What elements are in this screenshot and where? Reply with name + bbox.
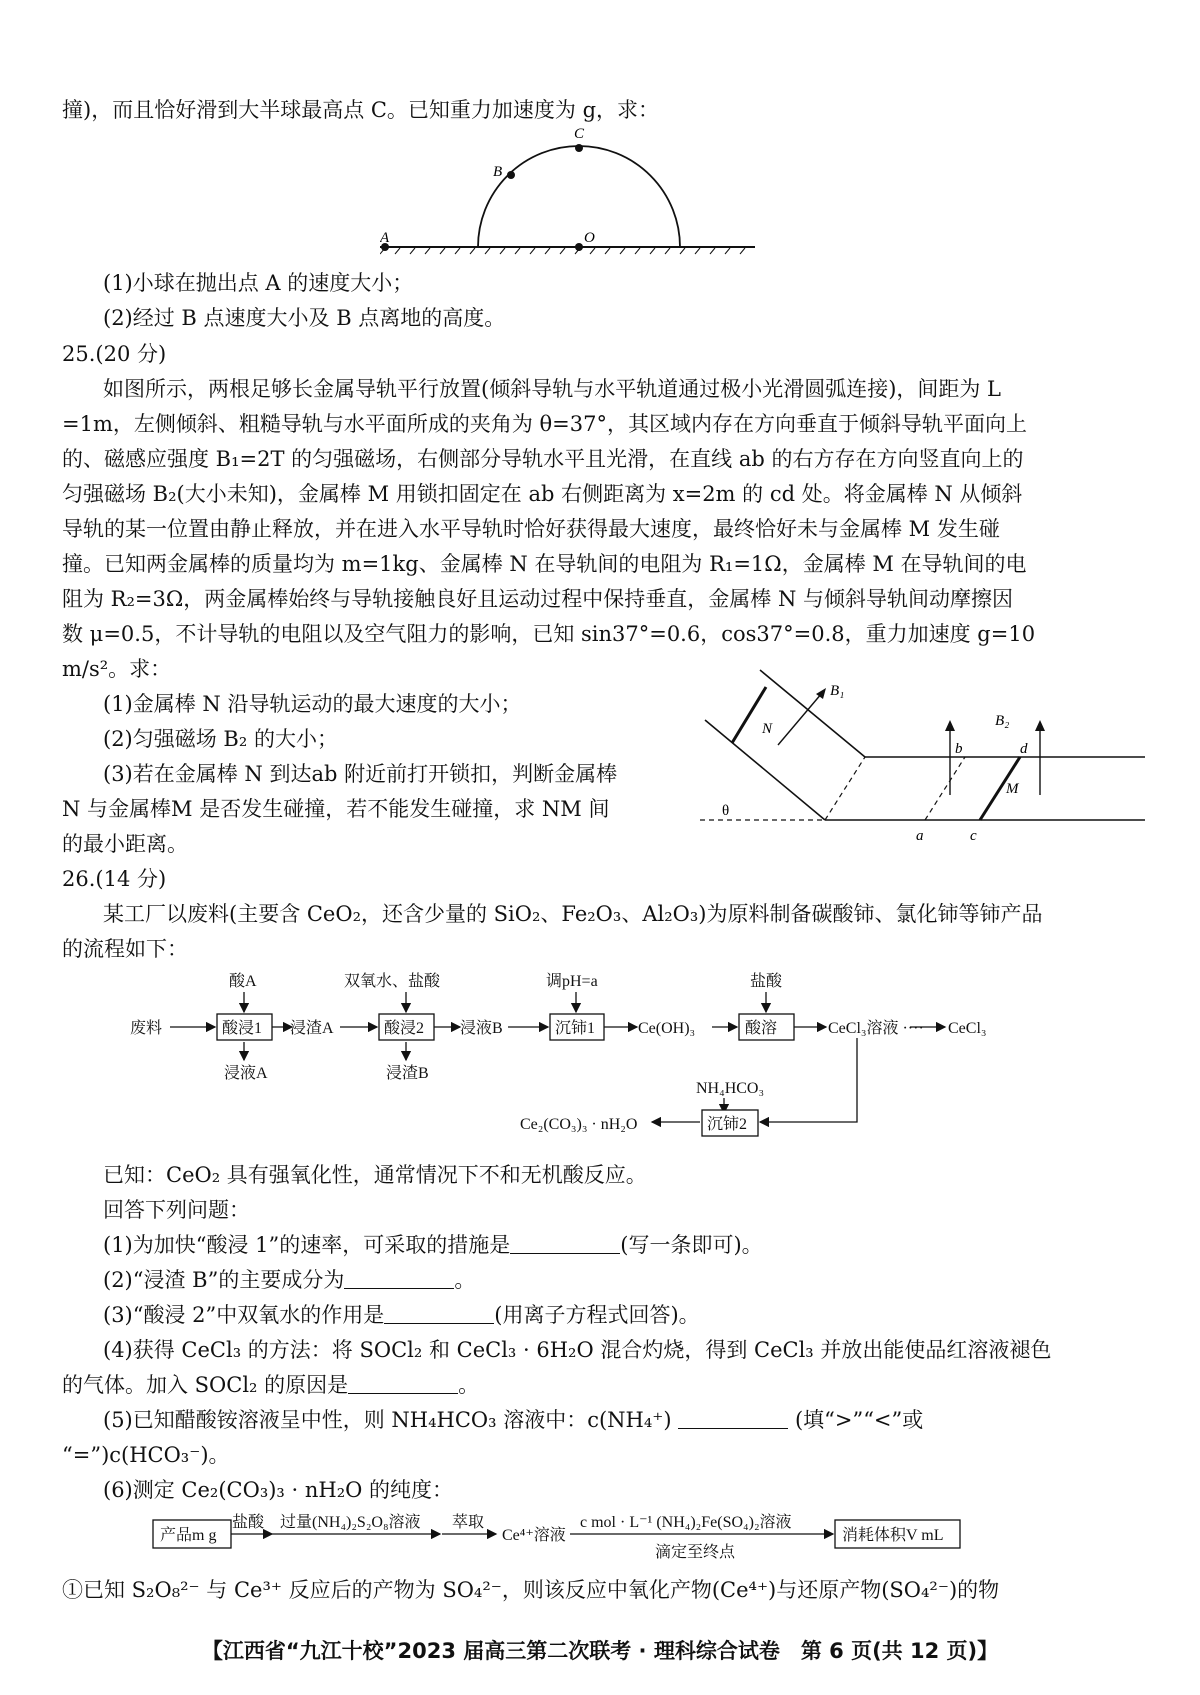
label-b: b: [955, 741, 963, 757]
q26-q6-1: ①已知 S₂O₈²⁻ 与 Ce³⁺ 反应后的产物为 SO₄²⁻，则该反应中氧化产物(Ce⁴⁺)与还原产物(SO₄²⁻)的物: [62, 1578, 1000, 1602]
q25-sub3b: N 与金属棒M 是否发生碰撞，若不能发生碰撞，求 NM 间: [62, 797, 610, 821]
q25-sub1: (1)金属棒 N 沿导轨运动的最大速度的大小；: [103, 692, 522, 716]
flow-adjust-ph: 调pH=a: [546, 973, 598, 990]
q26-q1: (1)为加快“酸浸 1”的速率，可采取的措施是 (写一条即可)。: [103, 1233, 763, 1257]
flow-hcl: 盐酸: [750, 973, 783, 990]
q26-q3: (3)“酸浸 2”中双氧水的作用是 (用离子方程式回答)。: [103, 1303, 700, 1327]
flow2-extract: 萃取: [452, 1514, 485, 1531]
q26-known: 已知：CeO₂ 具有强氧化性，通常情况下不和无机酸反应。: [103, 1163, 647, 1187]
q26-q5: (5)已知醋酸铵溶液呈中性，则 NH₄HCO₃ 溶液中：c(NH₄⁺) (填“>”“<”或: [103, 1408, 924, 1432]
q25-p1: 如图所示，两根足够长金属导轨平行放置(倾斜导轨与水平轨道通过极小光滑圆弧连接)，间距为 L: [103, 377, 1002, 401]
answer-blank[interactable]: [344, 1268, 454, 1289]
flow-h2o2-hcl: 双氧水、盐酸: [344, 973, 441, 990]
point-o: [575, 243, 583, 251]
label-c: C: [574, 126, 585, 142]
q25-p6: 撞。已知两金属棒的质量均为 m=1kg、金属棒 N 在导轨间的电阻为 R₁=1Ω，金属棒 M 在导轨间的电: [62, 552, 1027, 576]
process-flowchart: [130, 970, 1090, 1150]
flow-acid-a: 酸A: [229, 973, 257, 990]
flow-precip2: 沉铈2: [707, 1116, 748, 1133]
flow-cecl3: CeCl₃: [948, 1020, 987, 1037]
label-d: d: [1020, 741, 1028, 757]
point-b: [507, 171, 515, 179]
label-c: c: [970, 828, 977, 844]
flow2-excess: 过量(NH₄)₂S₂O₈溶液: [280, 1514, 421, 1531]
hemisphere-diagram: [380, 120, 760, 255]
q26-q4b: 的气体。加入 SOCl₂ 的原因是 。: [62, 1373, 480, 1397]
q24-sub1: (1)小球在抛出点 A 的速度大小；: [103, 271, 414, 295]
q26-header: 26.(14 分): [62, 867, 167, 891]
flow-feed: 废料: [130, 1020, 163, 1037]
flow2-consume: 消耗体积V mL: [842, 1527, 944, 1544]
rail-diagram: [690, 665, 1160, 850]
label-o: O: [584, 230, 595, 246]
q24-intro-tail: 撞)，而且恰好滑到大半球最高点 C。已知重力加速度为 g，求：: [62, 98, 660, 122]
q25-p3: 的、磁感应强度 B₁=2T 的匀强磁场，右侧部分导轨水平且光滑，在直线 ab 的右方存在方向竖直向上的: [62, 447, 1024, 471]
q25-p9: m/s²。求：: [62, 657, 172, 681]
q26-q6: (6)测定 Ce₂(CO₃)₃ · nH₂O 的纯度：: [103, 1478, 454, 1502]
q26-q2: (2)“浸渣 B”的主要成分为 。: [103, 1268, 476, 1292]
label-theta: θ: [722, 803, 730, 819]
answer-blank[interactable]: [384, 1303, 494, 1324]
label-a: a: [916, 828, 924, 844]
point-c: [575, 144, 583, 152]
q25-p8: 数 μ=0.5，不计导轨的电阻以及空气阻力的影响，已知 sin37°=0.6，cos37°=0.8，重力加速度 g=10: [62, 622, 1036, 646]
flow2-titrant: c mol · L⁻¹ (NH₄)₂Fe(SO₄)₂溶液: [580, 1514, 792, 1531]
flow-slag-a: 浸渣A: [290, 1020, 334, 1037]
q26-answer: 回答下列问题：: [103, 1198, 250, 1222]
q25-sub3a: (3)若在金属棒 N 到达ab 附近前打开锁扣，判断金属棒: [103, 762, 618, 786]
q25-header: 25.(20 分): [62, 342, 167, 366]
flow-leach2: 酸浸2: [384, 1020, 425, 1037]
page-footer: 【江西省“九江十校”2023 届高三第二次联考 · 理科综合试卷 第 6 页(共 12 页)】: [201, 1639, 999, 1663]
q25-p4: 匀强磁场 B₂(大小未知)，金属棒 M 用锁扣固定在 ab 右侧距离为 x=2m 的 cd 处。将金属棒 N 从倾斜: [62, 482, 1023, 506]
flow-slag-b: 浸渣B: [386, 1065, 429, 1082]
q25-sub3c: 的最小距离。: [62, 832, 188, 856]
flow-ce2co3: Ce₂(CO₃)₃ · nH₂O: [520, 1116, 638, 1133]
q25-p2: =1m，左侧倾斜、粗糙导轨与水平面所成的夹角为 θ=37°，其区域内存在方向垂直于倾斜导轨平面向上: [62, 412, 1028, 436]
q26-p2: 的流程如下：: [62, 937, 188, 961]
q26-q4a: (4)获得 CeCl₃ 的方法：将 SOCl₂ 和 CeCl₃ · 6H₂O 混合灼烧，得到 CeCl₃ 并放出能使品红溶液褪色: [103, 1338, 1052, 1362]
q25-sub2: (2)匀强磁场 B₂ 的大小；: [103, 727, 338, 751]
label-b2: B₂: [995, 713, 1010, 729]
q24-sub2: (2)经过 B 点速度大小及 B 点离地的高度。: [103, 306, 506, 330]
flow-liquor-b: 浸液B: [460, 1020, 503, 1037]
flow-dissolve: 酸溶: [745, 1020, 778, 1037]
flow2-ce4: Ce⁴⁺溶液: [502, 1527, 566, 1544]
flow-liquor-a: 浸液A: [224, 1065, 268, 1082]
flow-ceoh3: Ce(OH)₃: [638, 1020, 696, 1037]
q26-q5c: “=”)c(HCO₃⁻)。: [62, 1443, 230, 1467]
label-b: B: [493, 164, 503, 180]
flow-leach1: 酸浸1: [222, 1020, 263, 1037]
flow2-product: 产品m g: [160, 1527, 217, 1544]
answer-blank[interactable]: [678, 1408, 788, 1429]
flow-cecl3-solution: CeCl₃溶液 ····: [828, 1020, 924, 1037]
q25-p5: 导轨的某一位置由静止释放，并在进入水平导轨时恰好获得最大速度，最终恰好未与金属棒 M 发生碰: [62, 517, 1000, 541]
rod-n: [732, 687, 766, 743]
q26-p1: 某工厂以废料(主要含 CeO₂，还含少量的 SiO₂、Fe₂O₃、Al₂O₃)为原料制备碳酸铈、氯化铈等铈产品: [103, 902, 1043, 926]
q25-p7: 阻为 R₂=3Ω，两金属棒始终与导轨接触良好且运动过程中保持垂直，金属棒 N 与倾斜导轨间动摩擦因: [62, 587, 1013, 611]
flow2-titrate: 滴定至终点: [655, 1544, 736, 1561]
answer-blank[interactable]: [348, 1373, 458, 1394]
answer-blank[interactable]: [510, 1233, 620, 1254]
label-b1: B₁: [830, 683, 845, 699]
label-m: M: [1006, 781, 1019, 797]
label-a: A: [380, 230, 390, 246]
flow2-hcl: 盐酸: [232, 1514, 265, 1531]
flow-nh4hco3: NH₄HCO₃: [696, 1080, 765, 1097]
label-n: N: [762, 721, 773, 737]
titration-flowchart: [150, 1505, 1070, 1565]
flow-precip1: 沉铈1: [555, 1020, 596, 1037]
